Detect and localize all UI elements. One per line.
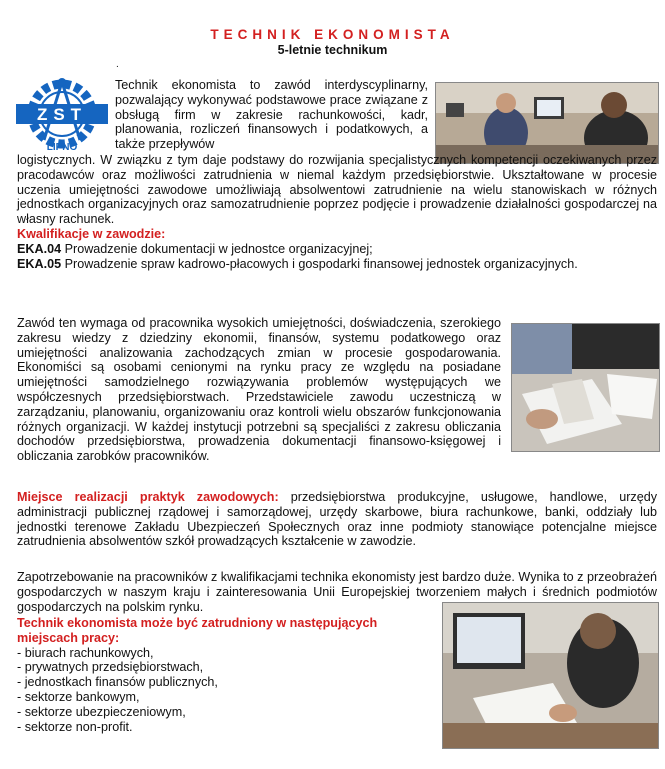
page-subtitle: 5-letnie technikum: [277, 43, 388, 57]
intro-paragraph-part1: Technik ekonomista to zawód interdyscyplinarny, pozwalający wykonywać podstawowe prace związane z obsługą firm w zakresie rachunkowości, kadr, planowania, rozliczeń finansowych i podatkowych, a także przepływów: [115, 78, 428, 152]
practice-paragraph: [17, 490, 657, 549]
qualification-code: EKA.05: [17, 256, 62, 271]
qualification-text: Prowadzenie spraw kadrowo-płacowych i gospodarki finansowej jednostek organizacyjnych.: [61, 256, 578, 271]
list-item: - sektorze bankowym,: [17, 689, 140, 704]
school-logo: [10, 74, 114, 152]
qualifications-heading: Kwalifikacje w zawodzie:: [17, 226, 166, 241]
stray-dot: .: [116, 59, 119, 70]
intro-paragraph-part2: logistycznych. W związku z tym daje podstawy do rozwijania specjalistycznych kompetencji oczekiwanych przez pracodawców oraz możliwości zatrudnienia w niemal każdym przedsiębiorstwie. Ukształtowane w procesie uczenia umiejętności zawodowe umożliwiają absolwentowi zatrudnienie na wielu stanowiskach w różnych jednostkach organizacyjnych oraz samozatrudnienie poprzez podjęcie i prowadzenie działalności gospodarczej na własny rachunek.: [17, 153, 657, 227]
list-item: - biurach rachunkowych,: [17, 645, 154, 660]
description-paragraph: Zawód ten wymaga od pracownika wysokich umiejętności, doświadczenia, szerokiego zakresu wiedzy z dziedziny ekonomii, finansów, systemu podatkowego oraz umiejętności analizowania zachodzących zmian w procesie gospodarowania. Ekonomiści są osobami cenionymi na rynku pracy ze względu na posiadane umiejętności samodzielnego rozwiązywania problemów występujących we współczesnych przedsiębiorstwach. Przedstawiciele zawodu uczestniczą w zarządzaniu, planowaniu, organizowaniu oraz kontroli wielu obszarów funkcjonowania różnych organizacji. W każdej instytucji potrzebni są specjaliści z zakresu obliczania dochodów przedsiębiorstwa, prowadzenia dokumentacji finansowo-księgowej i obliczania zarobków pracowników.: [17, 316, 501, 464]
list-item: - prywatnych przedsiębiorstwach,: [17, 660, 204, 675]
qualification-code: EKA.04: [17, 241, 62, 256]
logo-bottom-text: LIPNO: [46, 142, 78, 152]
demand-paragraph: Zapotrzebowanie na pracowników z kwalifikacjami technika ekonomisty jest bardzo duże. Wynika to z przeobrażeń gospodarczych w naszym kraju i zainteresowania Unii Europejskiej tworzeniem małych i średnich podmiotów gospodarczych na polskim rynku.: [17, 570, 657, 614]
practice-text: przedsiębiorstwa produkcyjne, usługowe, handlowe, urzędy administracji publicznej rządowej i samorządowej, urzędy skarbowe, biura rachunkowe, banki, oddziały lub jednostki terenowe Zakładu Ubezpieczeń Społecznych oraz inne podmioty stanowiące potencjalne miejsce zatrudnienia absolwentów szkół prowadzących kształcenie w zawodzie.: [17, 490, 657, 549]
list-item: - sektorze non-profit.: [17, 719, 133, 734]
qualification-item: [17, 257, 657, 272]
qualification-text: Prowadzenie dokumentacji w jednostce organizacyjnej;: [61, 241, 373, 256]
desk-documents-photo: [511, 323, 660, 452]
intro-section: [17, 153, 657, 271]
logo-top-text: ZST: [36, 105, 88, 124]
list-item: - jednostkach finansów publicznych,: [17, 675, 218, 690]
page-title: TECHNIK EKONOMISTA: [210, 27, 455, 42]
student-at-computer-photo: [442, 602, 659, 749]
employment-section: [17, 616, 437, 734]
practice-heading: Miejsce realizacji praktyk zawodowych:: [17, 490, 279, 504]
employment-heading: Technik ekonomista może być zatrudniony w następujących miejscach pracy:: [17, 616, 378, 645]
qualification-item: [17, 242, 657, 257]
classroom-photo-computers: [435, 82, 659, 164]
list-item: - sektorze ubezpieczeniowym,: [17, 704, 186, 719]
